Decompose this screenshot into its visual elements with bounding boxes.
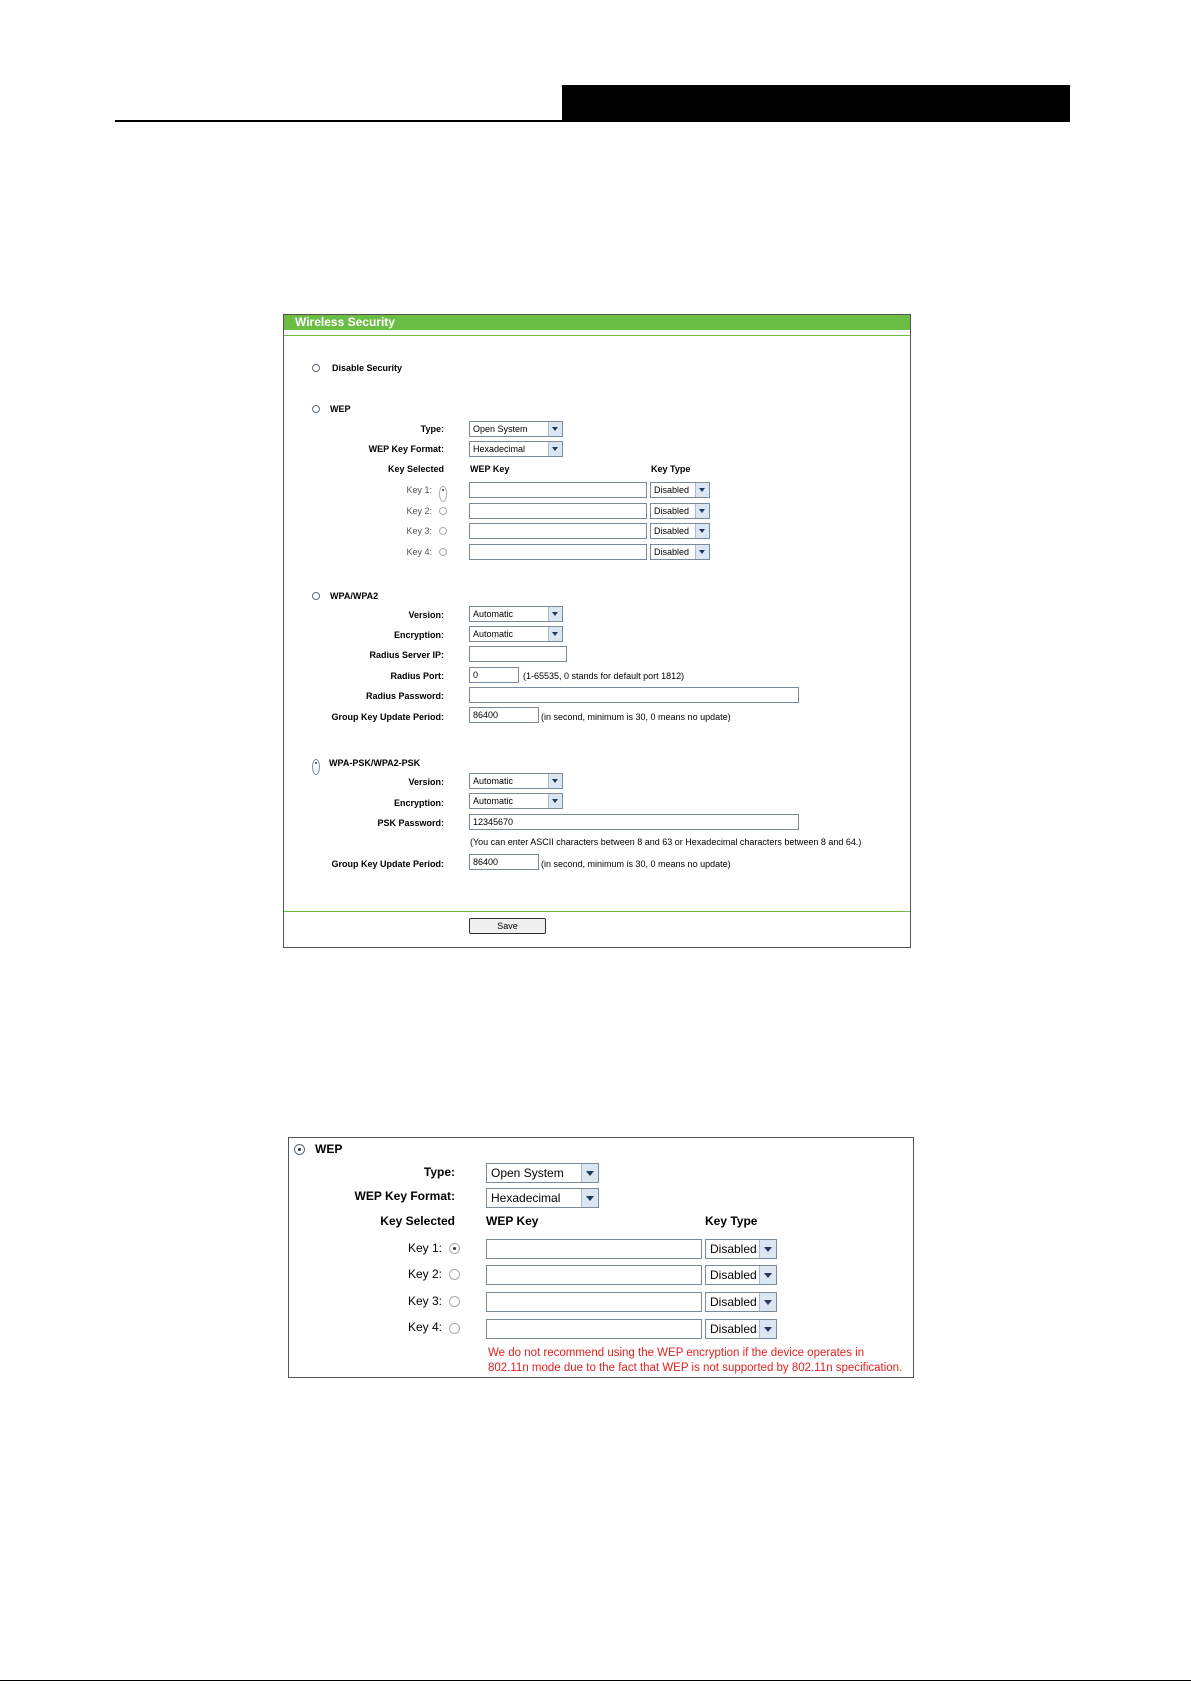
radius-port-input[interactable]: 0 [469, 667, 519, 683]
chevron-down-icon [548, 774, 562, 788]
wpa-group-key-hint: (in second, minimum is 30, 0 means no update) [541, 712, 731, 722]
wep-format-value: Hexadecimal [473, 444, 526, 454]
wep-detail-key-label: Key 2: [407, 1267, 442, 1281]
footer-separator [284, 911, 910, 912]
wep-warning-line1: We do not recommend using the WEP encryption if the device operates in [488, 1347, 865, 1359]
wep-detail-format-value: Hexadecimal [491, 1191, 561, 1205]
wep-warning-line2: 802.11n mode due to the fact that WEP is not supported by 802.11n specification. [488, 1362, 903, 1374]
wep-detail-key-type-value: Disabled [710, 1322, 757, 1336]
radius-ip-input[interactable] [469, 646, 567, 662]
wpa-version-value: Automatic [473, 609, 514, 619]
psk-encryption-label: Encryption: [393, 798, 444, 808]
chevron-down-icon [695, 524, 709, 538]
wep-detail-key-label: Key 4: [407, 1320, 442, 1334]
wep-key-select-radio[interactable] [439, 486, 447, 502]
wpa-group-key-label: Group Key Update Period: [331, 712, 444, 722]
wep-detail-col-wep-key: WEP Key [486, 1214, 539, 1228]
panel-titlebar [284, 315, 910, 330]
wep-format-select[interactable] [469, 441, 563, 457]
wep-key-input[interactable] [469, 523, 647, 539]
wep-detail-key-radio[interactable] [449, 1269, 460, 1280]
chevron-down-icon [548, 422, 562, 436]
panel-title: Wireless Security [295, 315, 395, 329]
wep-detail-key-label: Key 3: [407, 1294, 442, 1308]
radius-ip-label: Radius Server IP: [369, 650, 444, 660]
wep-detail-type-label: Type: [423, 1165, 455, 1179]
wep-key-input[interactable] [469, 482, 647, 498]
wep-detail-key-type-select[interactable] [705, 1292, 777, 1312]
wpa-version-label: Version: [408, 610, 444, 620]
psk-group-key-input[interactable]: 86400 [469, 854, 539, 870]
psk-encryption-select[interactable] [469, 793, 563, 809]
wep-detail-key-type-value: Disabled [710, 1295, 757, 1309]
wep-key-type-value: Disabled [654, 506, 690, 516]
wireless-security-panel [283, 314, 911, 948]
chevron-down-icon [581, 1164, 598, 1182]
wep-format-label: WEP Key Format: [368, 444, 444, 454]
wep-detail-radio[interactable] [294, 1144, 305, 1155]
wep-col-wep-key: WEP Key [470, 464, 510, 474]
wep-detail-key-label: Key 1: [407, 1241, 442, 1255]
chevron-down-icon [759, 1240, 776, 1258]
radius-port-hint: (1-65535, 0 stands for default port 1812) [523, 671, 685, 681]
wep-detail-key-type-select[interactable] [705, 1239, 777, 1259]
wep-key-type-select[interactable] [650, 523, 710, 539]
psk-label: WPA-PSK/WPA2-PSK [329, 758, 421, 768]
wep-key-type-select[interactable] [650, 503, 710, 519]
wep-key-type-value: Disabled [654, 526, 690, 536]
wep-key-type-select[interactable] [650, 482, 710, 498]
psk-password-input[interactable]: 12345670 [469, 814, 799, 830]
wep-key-label: Key 4: [406, 547, 432, 557]
chevron-down-icon [548, 627, 562, 641]
radius-password-input[interactable] [469, 687, 799, 703]
wep-detail-col-key-type: Key Type [705, 1214, 758, 1228]
wep-detail-key-input[interactable] [486, 1292, 702, 1312]
wep-key-select-radio[interactable] [439, 507, 447, 515]
radius-password-label: Radius Password: [365, 691, 444, 701]
psk-group-key-hint: (in second, minimum is 30, 0 means no update) [541, 859, 731, 869]
radius-port-label: Radius Port: [390, 671, 444, 681]
wep-detail-key-type-value: Disabled [710, 1268, 757, 1282]
wep-type-label: Type: [420, 424, 444, 434]
psk-password-label: PSK Password: [377, 818, 444, 828]
disable-security-radio[interactable] [312, 364, 320, 372]
wep-detail-format-label: WEP Key Format: [354, 1189, 455, 1203]
chevron-down-icon [759, 1266, 776, 1284]
wep-key-input[interactable] [469, 503, 647, 519]
chevron-down-icon [581, 1189, 598, 1207]
wep-col-key-selected: Key Selected [387, 464, 444, 474]
wep-key-label: Key 3: [406, 526, 432, 536]
disable-security-label: Disable Security [332, 363, 403, 373]
wep-detail-key-input[interactable] [486, 1319, 702, 1339]
wep-key-type-value: Disabled [654, 485, 690, 495]
chevron-down-icon [759, 1293, 776, 1311]
wep-detail-panel [288, 1137, 914, 1378]
wep-detail-type-select[interactable] [486, 1163, 599, 1183]
psk-group-key-label: Group Key Update Period: [331, 859, 444, 869]
wpa-encryption-label: Encryption: [393, 630, 444, 640]
chevron-down-icon [548, 442, 562, 456]
wep-detail-key-type-value: Disabled [710, 1242, 757, 1256]
wep-type-select[interactable] [469, 421, 563, 437]
wep-detail-key-input[interactable] [486, 1265, 702, 1285]
header-bar [562, 85, 1070, 122]
wep-detail-key-radio[interactable] [449, 1296, 460, 1307]
wpa-group-key-input[interactable]: 86400 [469, 707, 539, 723]
wpa-encryption-select[interactable] [469, 626, 563, 642]
chevron-down-icon [695, 483, 709, 497]
psk-version-label: Version: [408, 777, 444, 787]
psk-password-hint: (You can enter ASCII characters between 8 and 63 or Hexadecimal characters between 8 and 64.) [470, 837, 862, 847]
wpa-label: WPA/WPA2 [330, 591, 379, 601]
chevron-down-icon [759, 1320, 776, 1338]
wep-key-label: Key 2: [406, 506, 432, 516]
chevron-down-icon [548, 607, 562, 621]
psk-version-value: Automatic [473, 776, 514, 786]
wpa-version-select[interactable] [469, 606, 563, 622]
chevron-down-icon [695, 504, 709, 518]
footer-rule [0, 1680, 1191, 1681]
wpa-radio[interactable] [312, 592, 320, 600]
save-button[interactable]: Save [469, 918, 546, 934]
wep-detail-key-input[interactable] [486, 1239, 702, 1259]
wep-key-type-select[interactable] [650, 544, 710, 560]
wpa-encryption-value: Automatic [473, 629, 514, 639]
wep-detail-type-value: Open System [491, 1166, 564, 1180]
psk-version-select[interactable] [469, 773, 563, 789]
title-separator [284, 335, 910, 336]
wep-detail-format-select[interactable] [486, 1188, 599, 1208]
wep-radio[interactable] [312, 405, 320, 413]
wep-detail-key-type-select[interactable] [705, 1319, 777, 1339]
wep-detail-key-radio[interactable] [449, 1243, 460, 1254]
wep-key-label: Key 1: [406, 485, 432, 495]
wep-detail-col-key-selected: Key Selected [380, 1214, 455, 1228]
wep-type-value: Open System [473, 424, 528, 434]
wep-key-type-value: Disabled [654, 547, 690, 557]
wep-key-select-radio[interactable] [439, 548, 447, 556]
wep-detail-key-type-select[interactable] [705, 1265, 777, 1285]
psk-radio[interactable] [312, 759, 320, 775]
chevron-down-icon [548, 794, 562, 808]
wep-key-select-radio[interactable] [439, 527, 447, 535]
wep-detail-label: WEP [315, 1142, 343, 1156]
wep-key-input[interactable] [469, 544, 647, 560]
chevron-down-icon [695, 545, 709, 559]
wep-detail-key-radio[interactable] [449, 1323, 460, 1334]
wep-label: WEP [330, 404, 351, 414]
psk-encryption-value: Automatic [473, 796, 514, 806]
wep-col-key-type: Key Type [651, 464, 691, 474]
